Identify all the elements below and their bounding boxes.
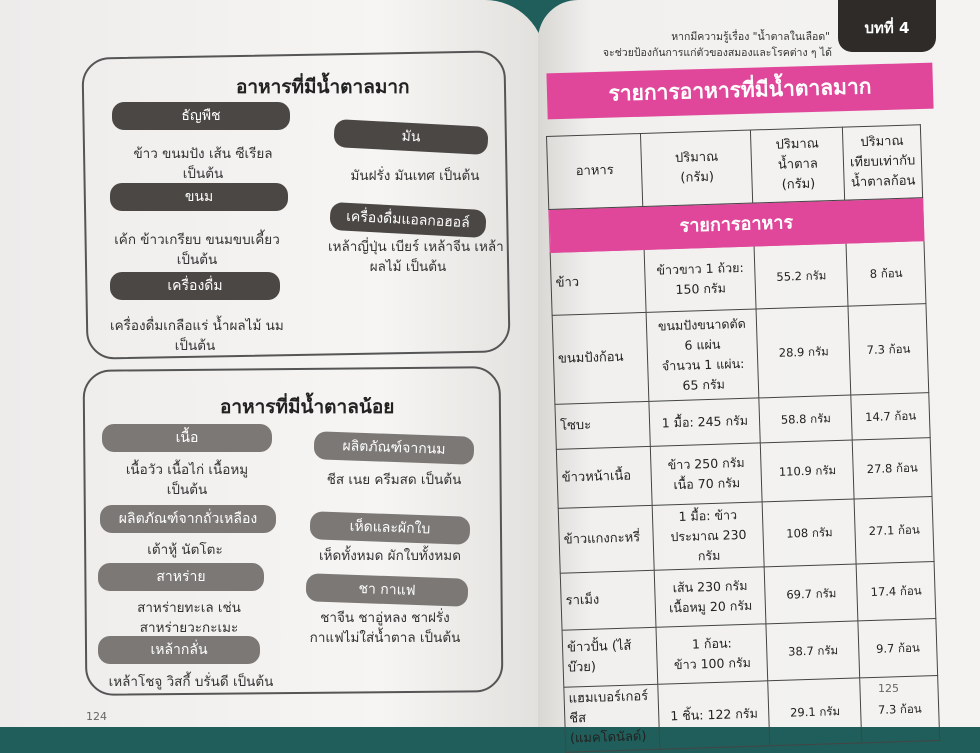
th-amount: ปริมาณ (กรัม)	[641, 130, 753, 206]
cell-sugar: 69.7 กรัม	[765, 564, 859, 624]
header-line1: หากมีความรู้เรื่อง "น้ำตาลในเลือด"	[671, 31, 830, 43]
desc-alcohol-line1: เหล้าญี่ปุ่น เบียร์ เหล้าจีน เหล้า	[328, 239, 504, 255]
desc-drinks	[110, 316, 284, 356]
desc-potato-line1: มันฝรั่ง มันเทศ เป็นต้น	[350, 168, 480, 184]
table-header-row	[547, 125, 923, 210]
pill-grains: ธัญพืช	[112, 102, 290, 130]
cell-food: ข้าว	[550, 249, 646, 315]
main-banner: รายการอาหารที่มีน้ำตาลมาก	[546, 63, 933, 120]
desc-potato	[340, 166, 490, 186]
cell-cubes: 8 ก้อน	[846, 241, 926, 306]
cell-cubes: 27.1 ก้อน	[854, 497, 934, 564]
desc-grains-line1: ข้าว ขนมปัง เส้น ซีเรียล	[133, 146, 273, 162]
desc-tea-coffee	[300, 608, 470, 648]
pill-alcohol: เครื่องดื่มแอลกอฮอล์	[329, 202, 486, 238]
cell-amount: 1 ชิ้น: 122 กรัม	[658, 681, 770, 749]
cell-cubes: 9.7 ก้อน	[858, 618, 937, 677]
cell-cubes: 27.8 ก้อน	[852, 438, 932, 499]
th-food: อาหาร	[547, 134, 643, 210]
desc-spirits-line1: เหล้าโชจู วิสกี้ บรั่นดี เป็นต้น	[108, 674, 274, 690]
desc-snacks-line2: เป็นต้น	[176, 252, 218, 268]
th-sugar: ปริมาณน้ำตาล (กรัม)	[751, 127, 845, 203]
cell-amount: ข้าวขาว 1 ถ้วย: 150 กรัม	[644, 246, 756, 312]
pill-drinks: เครื่องดื่ม	[110, 272, 280, 300]
desc-seaweed	[104, 598, 274, 638]
desc-grains-line2: เป็นต้น	[182, 166, 224, 182]
desc-alcohol-line2: ผลไม้ เป็นต้น	[369, 259, 447, 275]
cell-amount: 1 มื้อ: 245 กรัม	[649, 398, 761, 446]
desc-dairy	[314, 470, 474, 490]
desc-mushroom-line1: เห็ดทั้งหมด ผักใบทั้งหมด	[319, 548, 461, 564]
cell-sugar: 55.2 กรัม	[754, 243, 848, 309]
cell-food: ข้าวแกงกะหรี่	[558, 505, 654, 573]
table-row	[550, 241, 926, 316]
chapter-tab: บทที่ 4	[838, 0, 936, 52]
desc-meat-line2: เป็นต้น	[166, 482, 208, 498]
desc-seaweed-line1: สาหร่ายทะเล เช่น	[137, 600, 241, 616]
cell-sugar: 110.9 กรัม	[761, 440, 855, 502]
pill-spirits: เหล้ากลั่น	[98, 636, 260, 664]
desc-meat-line1: เนื้อวัว เนื้อไก่ เนื้อหมู	[125, 462, 249, 478]
cell-food: ข้าวปั้น (ไส้บ๊วย)	[562, 627, 658, 687]
desc-alcohol	[328, 237, 504, 277]
cell-amount: ข้าว 250 กรัม เนื้อ 70 กรัม	[651, 443, 763, 505]
cell-sugar: 58.8 กรัม	[759, 395, 852, 443]
pill-dairy: ผลิตภัณฑ์จากนม	[314, 431, 475, 465]
pill-soy: ผลิตภัณฑ์จากถั่วเหลือง	[100, 505, 276, 533]
cell-food: ข้าวหน้าเนื้อ	[556, 446, 652, 508]
cell-food: ราเม็ง	[560, 570, 656, 630]
desc-tea-coffee-line2: กาแฟไม่ใส่น้ำตาล เป็นต้น	[309, 630, 461, 646]
desc-mushroom	[310, 546, 470, 566]
cell-sugar: 29.1 กรัม	[768, 678, 862, 746]
desc-dairy-line1: ชีส เนย ครีมสด เป็นต้น	[326, 472, 462, 488]
pill-potato: มัน	[333, 119, 488, 155]
desc-meat	[102, 460, 272, 500]
cell-amount: 1 มื้อ: ข้าว ประมาณ 230 กรัม	[652, 502, 764, 570]
desc-drinks-line1: เครื่องดื่มเกลือแร่ น้ำผลไม้ นม	[110, 318, 284, 334]
cell-food: แฮมเบอร์เกอร์ชีส (แมคโดนัลด์)	[564, 684, 660, 752]
th-cubes: ปริมาณ เทียบเท่ากับ น้ำตาลก้อน	[843, 125, 923, 200]
cell-food: ขนมปังก้อน	[552, 312, 649, 404]
cell-amount: 1 ก้อน: ข้าว 100 กรัม	[656, 624, 768, 684]
cell-amount: เส้น 230 กรัม เนื้อหมู 20 กรัม	[654, 567, 766, 627]
cell-sugar: 38.7 กรัม	[766, 621, 860, 681]
cell-sugar: 28.9 กรัม	[756, 306, 851, 398]
cell-amount: ขนมปังขนาดตัด 6 แผ่น จำนวน 1 แผ่น: 65 กรัม	[646, 309, 759, 401]
desc-soy-line1: เต้าหู้ นัตโตะ	[147, 542, 223, 558]
desc-seaweed-line2: สาหร่ายวะกะเมะ	[139, 620, 239, 636]
desc-snacks-line1: เค้ก ข้าวเกรียบ ขนมขบเคี้ยว	[114, 232, 280, 248]
cell-cubes: 14.7 ก้อน	[851, 393, 930, 440]
table-row	[552, 304, 929, 405]
sugar-table	[546, 124, 940, 752]
desc-tea-coffee-line1: ชาจีน ชาอู่หลง ชาฝรั่ง	[320, 610, 450, 626]
table-row	[558, 497, 934, 574]
cell-cubes: 7.3 ก้อน	[860, 675, 940, 742]
desc-spirits	[106, 672, 276, 692]
header-line2: จะช่วยป้องกันการแก่ตัวของสมองและโรคต่าง ๆ ได้	[602, 47, 832, 59]
cell-food: โซบะ	[555, 401, 651, 449]
right-page-number: 125	[878, 682, 899, 695]
pill-mushroom: เห็ดและผักใบ	[310, 511, 471, 545]
desc-soy	[100, 540, 270, 560]
pill-meat: เนื้อ	[102, 424, 272, 452]
left-page-number: 124	[86, 710, 107, 723]
cell-cubes: 17.4 ก้อน	[856, 562, 935, 621]
cell-sugar: 108 กรัม	[763, 499, 857, 567]
section-label: รายการอาหาร	[549, 198, 924, 253]
low-sugar-title: อาหารที่มีน้ำตาลน้อย	[220, 396, 395, 418]
pill-snacks: ขนม	[110, 183, 288, 211]
pill-seaweed: สาหร่าย	[98, 563, 264, 591]
cell-cubes: 7.3 ก้อน	[848, 304, 928, 395]
pill-tea-coffee: ชา กาแฟ	[306, 573, 469, 607]
high-sugar-title: อาหารที่มีน้ำตาลมาก	[236, 76, 410, 98]
desc-grains	[118, 144, 288, 184]
desc-drinks-line2: เป็นต้น	[174, 338, 216, 354]
desc-snacks	[112, 230, 282, 270]
